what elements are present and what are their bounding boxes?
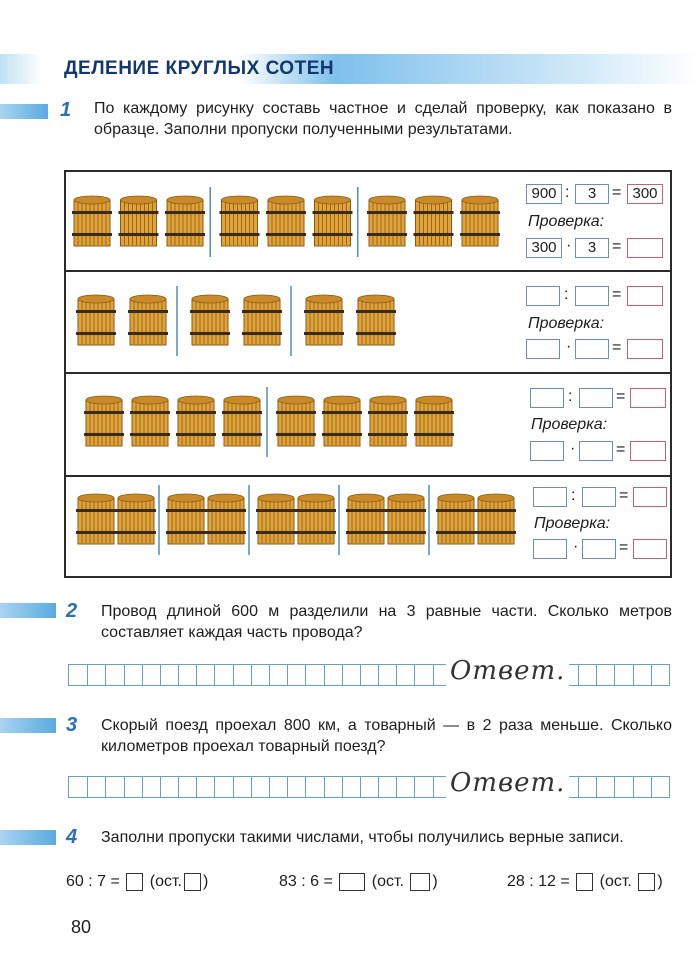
row3-check-product-box[interactable] (630, 441, 666, 461)
grid-cell-line (414, 665, 415, 685)
eq-sign: = (619, 487, 629, 504)
check-label: Проверка: (534, 515, 611, 532)
grid-cell-line (396, 777, 397, 797)
stick-bundle (166, 494, 206, 544)
row4-check-product-box[interactable] (633, 539, 667, 559)
grid-cell-line (105, 665, 106, 685)
stick-bundle (84, 396, 124, 446)
task-3-answer-grid[interactable] (68, 776, 670, 798)
grid-cell-line (578, 665, 579, 685)
remainder-close: ) (202, 873, 209, 891)
eq-sign: = (612, 238, 622, 255)
stick-bundle (276, 396, 316, 446)
expression-left: 83 : 6 = (279, 873, 333, 891)
grid-cell-line (414, 777, 415, 797)
stick-bundle (476, 494, 516, 544)
stick-bundle (256, 494, 296, 544)
mul-sign: · (573, 538, 579, 555)
grid-cell-line (596, 665, 597, 685)
grid-cell-line (142, 777, 143, 797)
grid-cell-line (269, 665, 270, 685)
div-sign: : (571, 487, 576, 504)
stick-bundle (242, 295, 282, 345)
eq-sign: = (619, 539, 629, 556)
task-2-number: 2 (66, 600, 78, 622)
grid-cell-line (378, 665, 379, 685)
row4-dividend-box[interactable] (533, 487, 567, 507)
task-2-answer-label: Ответ. (446, 656, 569, 686)
eq-sign: = (616, 441, 626, 458)
grid-cell-line (651, 665, 652, 685)
row2-divisor-box[interactable] (575, 286, 609, 306)
mul-sign: · (570, 440, 576, 457)
grid-cell-line (251, 665, 252, 685)
stick-bundle (119, 196, 159, 246)
grid-cell-line (196, 777, 197, 797)
quotient-input[interactable] (339, 873, 365, 891)
row4-divisor-box[interactable] (582, 487, 616, 507)
task-4-expression (507, 873, 663, 891)
eq-sign: = (616, 388, 626, 405)
row2-check-factor2-box[interactable] (575, 339, 609, 359)
stick-bundle (190, 295, 230, 345)
sample-divisor-box: 3 (575, 184, 609, 204)
stick-bundle (460, 196, 500, 246)
remainder-open: (ост. (599, 873, 632, 891)
grid-cell-line (124, 665, 125, 685)
row3-divisor-box[interactable] (579, 388, 613, 408)
grid-cell-line (178, 665, 179, 685)
section-title: ДЕЛЕНИЕ КРУГЛЫХ СОТЕН (64, 58, 335, 79)
mul-sign: · (566, 237, 572, 254)
stick-bundle (367, 196, 407, 246)
task-4-expression (66, 873, 208, 891)
row3-check-factor2-box[interactable] (579, 441, 613, 461)
grid-cell-line (87, 665, 88, 685)
check-label: Проверка: (531, 416, 608, 433)
grid-cell-line (124, 777, 125, 797)
grid-cell-line (360, 777, 361, 797)
remainder-input[interactable] (184, 873, 201, 891)
sample-dividend-box: 900 (526, 184, 562, 204)
grid-cell-line (633, 665, 634, 685)
task-3-text: Скорый поезд проехал 800 км, а товарный — в 2 раза меньше. Сколько километров проехал товарный поезд? (101, 717, 672, 755)
row2-dividend-box[interactable] (526, 286, 560, 306)
grid-cell-line (251, 777, 252, 797)
task-3-number: 3 (66, 714, 78, 736)
row4-check-factor2-box[interactable] (582, 539, 616, 559)
stick-bundle (76, 295, 116, 345)
grid-cell-line (614, 665, 615, 685)
grid-cell-line (233, 665, 234, 685)
task-3-answer-label: Ответ. (446, 768, 569, 798)
task-4-marker (0, 830, 56, 845)
stick-bundle (296, 494, 336, 544)
task-4-expression (279, 873, 438, 891)
remainder-close: ) (432, 873, 438, 891)
grid-cell-line (342, 665, 343, 685)
grid-cell-line (269, 777, 270, 797)
stick-bundle (222, 396, 262, 446)
task-3-marker (0, 718, 56, 733)
stick-bundle (72, 196, 112, 246)
expression-left: 28 : 12 = (507, 873, 570, 891)
stick-bundle (206, 494, 246, 544)
stick-bundle (130, 396, 170, 446)
remainder-input[interactable] (410, 873, 430, 891)
row2-quotient-box[interactable] (627, 286, 663, 306)
quotient-input[interactable] (126, 873, 143, 891)
stick-bundle (322, 396, 362, 446)
grid-cell-line (142, 665, 143, 685)
stick-bundle (356, 295, 396, 345)
grid-cell-line (287, 777, 288, 797)
grid-cell-line (305, 777, 306, 797)
stick-bundle (368, 396, 408, 446)
stick-bundle (414, 196, 454, 246)
grid-cell-line (324, 777, 325, 797)
stick-bundle (386, 494, 426, 544)
grid-cell-line (160, 777, 161, 797)
grid-cell-line (633, 777, 634, 797)
stick-bundle (165, 196, 205, 246)
grid-cell-line (105, 777, 106, 797)
stick-bundle (220, 196, 260, 246)
grid-cell-line (360, 665, 361, 685)
task-1-number: 1 (60, 99, 72, 121)
grid-cell-line (342, 777, 343, 797)
grid-cell-line (324, 665, 325, 685)
check-label: Проверка: (528, 315, 605, 332)
remainder-open: (ост. (371, 873, 404, 891)
mul-sign: · (566, 338, 572, 355)
grid-cell-line (596, 777, 597, 797)
eq-sign: = (612, 286, 622, 303)
grid-cell-line (160, 665, 161, 685)
row4-check-factor1-box[interactable] (533, 539, 567, 559)
stick-bundle (176, 396, 216, 446)
row3-dividend-box[interactable] (530, 388, 564, 408)
sample-check-factor2-box: 3 (575, 238, 609, 258)
grid-cell-line (305, 665, 306, 685)
grid-cell-line (396, 665, 397, 685)
task-1-text: По каждому рисунку составь частное и сделай проверку, как показано в образце. Заполни пропуски полученными результатами. (94, 100, 672, 138)
grid-cell-line (233, 777, 234, 797)
grid-cell-line (214, 777, 215, 797)
sample-check-product-box[interactable] (627, 238, 663, 258)
task-2-text: Провод длиной 600 м разделили на 3 равные части. Сколько метров составляет каждая часть провода? (101, 603, 672, 641)
remainder-open: (ост. (149, 873, 182, 891)
task-4-text: Заполни пропуски такими числами, чтобы получились верные записи. (101, 829, 624, 846)
eq-sign: = (612, 339, 622, 356)
grid-cell-line (578, 777, 579, 797)
stick-bundle (304, 295, 344, 345)
remainder-input[interactable] (638, 873, 655, 891)
grid-cell-line (87, 777, 88, 797)
grid-cell-line (433, 777, 434, 797)
task-2-answer-grid[interactable] (68, 664, 670, 686)
row3-quotient-box[interactable] (630, 388, 666, 408)
stick-bundle (436, 494, 476, 544)
sample-check-factor1-box: 300 (526, 238, 562, 258)
stick-bundle (76, 494, 116, 544)
div-sign: : (565, 184, 570, 201)
grid-cell-line (178, 777, 179, 797)
stick-bundle (116, 494, 156, 544)
sample-quotient-box: 300 (627, 184, 663, 204)
stick-bundle (346, 494, 386, 544)
grid-cell-line (433, 665, 434, 685)
remainder-close: ) (657, 873, 663, 891)
grid-cell-line (614, 777, 615, 797)
task-2-marker (0, 603, 56, 618)
div-sign: : (564, 286, 569, 303)
stick-bundle (313, 196, 353, 246)
task-4-number: 4 (66, 826, 78, 848)
quotient-input[interactable] (576, 873, 593, 891)
expression-left: 60 : 7 = (66, 873, 120, 891)
grid-cell-line (287, 665, 288, 685)
grid-cell-line (651, 777, 652, 797)
row4-quotient-box[interactable] (633, 487, 667, 507)
stick-bundle (414, 396, 454, 446)
grid-cell-line (196, 665, 197, 685)
div-sign: : (568, 388, 573, 405)
row3-check-factor1-box[interactable] (530, 441, 564, 461)
stick-bundle (128, 295, 168, 345)
eq-sign: = (612, 184, 622, 201)
row2-check-product-box[interactable] (627, 339, 663, 359)
grid-cell-line (378, 777, 379, 797)
row2-check-factor1-box[interactable] (526, 339, 560, 359)
page-number: 80 (71, 917, 92, 937)
check-label: Проверка: (528, 213, 605, 230)
grid-cell-line (214, 665, 215, 685)
stick-bundle (266, 196, 306, 246)
